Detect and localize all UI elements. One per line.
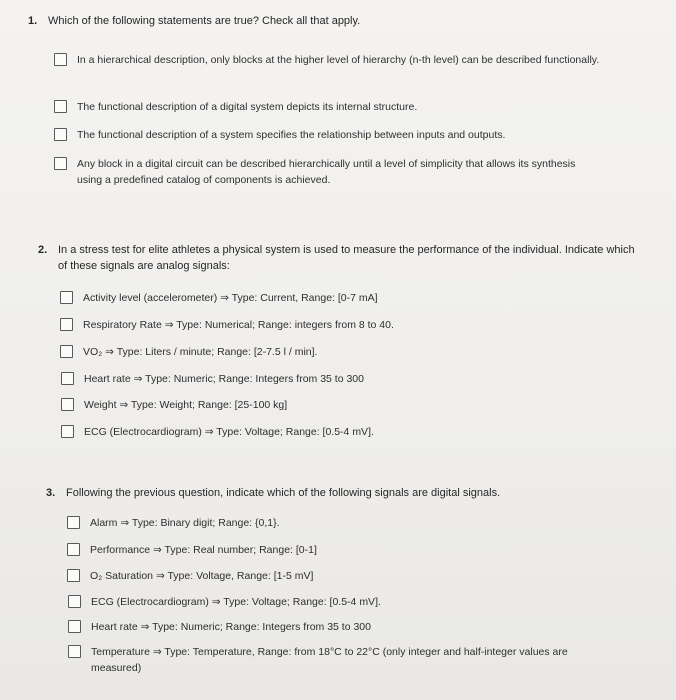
option-checkbox-row[interactable] bbox=[60, 344, 620, 360]
checkbox[interactable] bbox=[67, 543, 80, 556]
option-checkbox-row[interactable] bbox=[61, 397, 621, 413]
option-label: Weight ⇒ Type: Weight; Range: [25-100 kg] bbox=[84, 399, 288, 411]
checkbox[interactable] bbox=[61, 425, 74, 438]
option-checkbox-row[interactable] bbox=[54, 156, 599, 188]
option-label: The functional description of a system specifies the relationship between inputs and outputs. bbox=[77, 129, 506, 141]
checkbox[interactable] bbox=[68, 645, 81, 658]
checkbox[interactable] bbox=[54, 53, 67, 66]
question-number: 3. bbox=[46, 487, 56, 499]
option-label: Alarm ⇒ Type: Binary digit; Range: {0,1}. bbox=[90, 517, 280, 529]
option-label: In a hierarchical description, only blocks at the higher level of hierarchy (n-th level) can be described functionally. bbox=[77, 54, 600, 66]
question-1 bbox=[28, 13, 648, 29]
question-text: In a stress test for elite athletes a physical system is used to measure the performance of the individual. Indicate which of these signals are analog signals: bbox=[58, 244, 635, 272]
option-label: Heart rate ⇒ Type: Numeric; Range: Integers from 35 to 300 bbox=[91, 621, 371, 633]
option-label: VO₂ ⇒ Type: Liters / minute; Range: [2-7.5 l / min]. bbox=[83, 346, 318, 358]
checkbox[interactable] bbox=[68, 620, 81, 633]
option-label: Heart rate ⇒ Type: Numeric; Range: Integers from 35 to 300 bbox=[84, 373, 364, 385]
option-checkbox-row[interactable] bbox=[68, 644, 588, 676]
checkbox[interactable] bbox=[61, 372, 74, 385]
question-text: Which of the following statements are true? Check all that apply. bbox=[48, 15, 361, 27]
option-checkbox-row[interactable] bbox=[54, 52, 614, 68]
checkbox[interactable] bbox=[61, 398, 74, 411]
checkbox[interactable] bbox=[60, 345, 73, 358]
option-checkbox-row[interactable] bbox=[60, 290, 620, 306]
checkbox[interactable] bbox=[54, 128, 67, 141]
option-label: Respiratory Rate ⇒ Type: Numerical; Range: integers from 8 to 40. bbox=[83, 319, 394, 331]
option-checkbox-row[interactable] bbox=[67, 542, 627, 558]
question-3 bbox=[46, 485, 646, 501]
option-label: Any block in a digital circuit can be described hierarchically until a level of simplicity that allows its synthesis using a predefined catalog of components is achieved. bbox=[77, 158, 576, 186]
option-label: Performance ⇒ Type: Real number; Range: [0-1] bbox=[90, 544, 317, 556]
question-text: Following the previous question, indicate which of the following signals are digital signals. bbox=[66, 487, 501, 499]
option-label: O₂ Saturation ⇒ Type: Voltage, Range: [1-5 mV] bbox=[90, 570, 314, 582]
option-checkbox-row[interactable] bbox=[54, 99, 614, 115]
question-number: 2. bbox=[38, 244, 48, 256]
checkbox[interactable] bbox=[67, 516, 80, 529]
question-number: 1. bbox=[28, 15, 38, 27]
option-checkbox-row[interactable] bbox=[61, 424, 621, 440]
option-checkbox-row[interactable] bbox=[68, 594, 628, 610]
question-2 bbox=[38, 242, 638, 274]
checkbox[interactable] bbox=[54, 157, 67, 170]
option-checkbox-row[interactable] bbox=[54, 127, 614, 143]
option-label: The functional description of a digital system depicts its internal structure. bbox=[77, 101, 418, 113]
checkbox[interactable] bbox=[67, 569, 80, 582]
checkbox[interactable] bbox=[60, 291, 73, 304]
option-checkbox-row[interactable] bbox=[68, 619, 628, 635]
option-label: Activity level (accelerometer) ⇒ Type: Current, Range: [0-7 mA] bbox=[83, 292, 378, 304]
option-label: ECG (Electrocardiogram) ⇒ Type: Voltage; Range: [0.5-4 mV]. bbox=[91, 596, 381, 608]
option-checkbox-row[interactable] bbox=[67, 568, 627, 584]
option-label: ECG (Electrocardiogram) ⇒ Type: Voltage; Range: [0.5-4 mV]. bbox=[84, 426, 374, 438]
option-label: Temperature ⇒ Type: Temperature, Range: from 18°C to 22°C (only integer and half-integer values are measured) bbox=[91, 646, 568, 674]
option-checkbox-row[interactable] bbox=[60, 317, 620, 333]
option-checkbox-row[interactable] bbox=[61, 371, 621, 387]
checkbox[interactable] bbox=[68, 595, 81, 608]
option-checkbox-row[interactable] bbox=[67, 515, 627, 531]
checkbox[interactable] bbox=[60, 318, 73, 331]
checkbox[interactable] bbox=[54, 100, 67, 113]
